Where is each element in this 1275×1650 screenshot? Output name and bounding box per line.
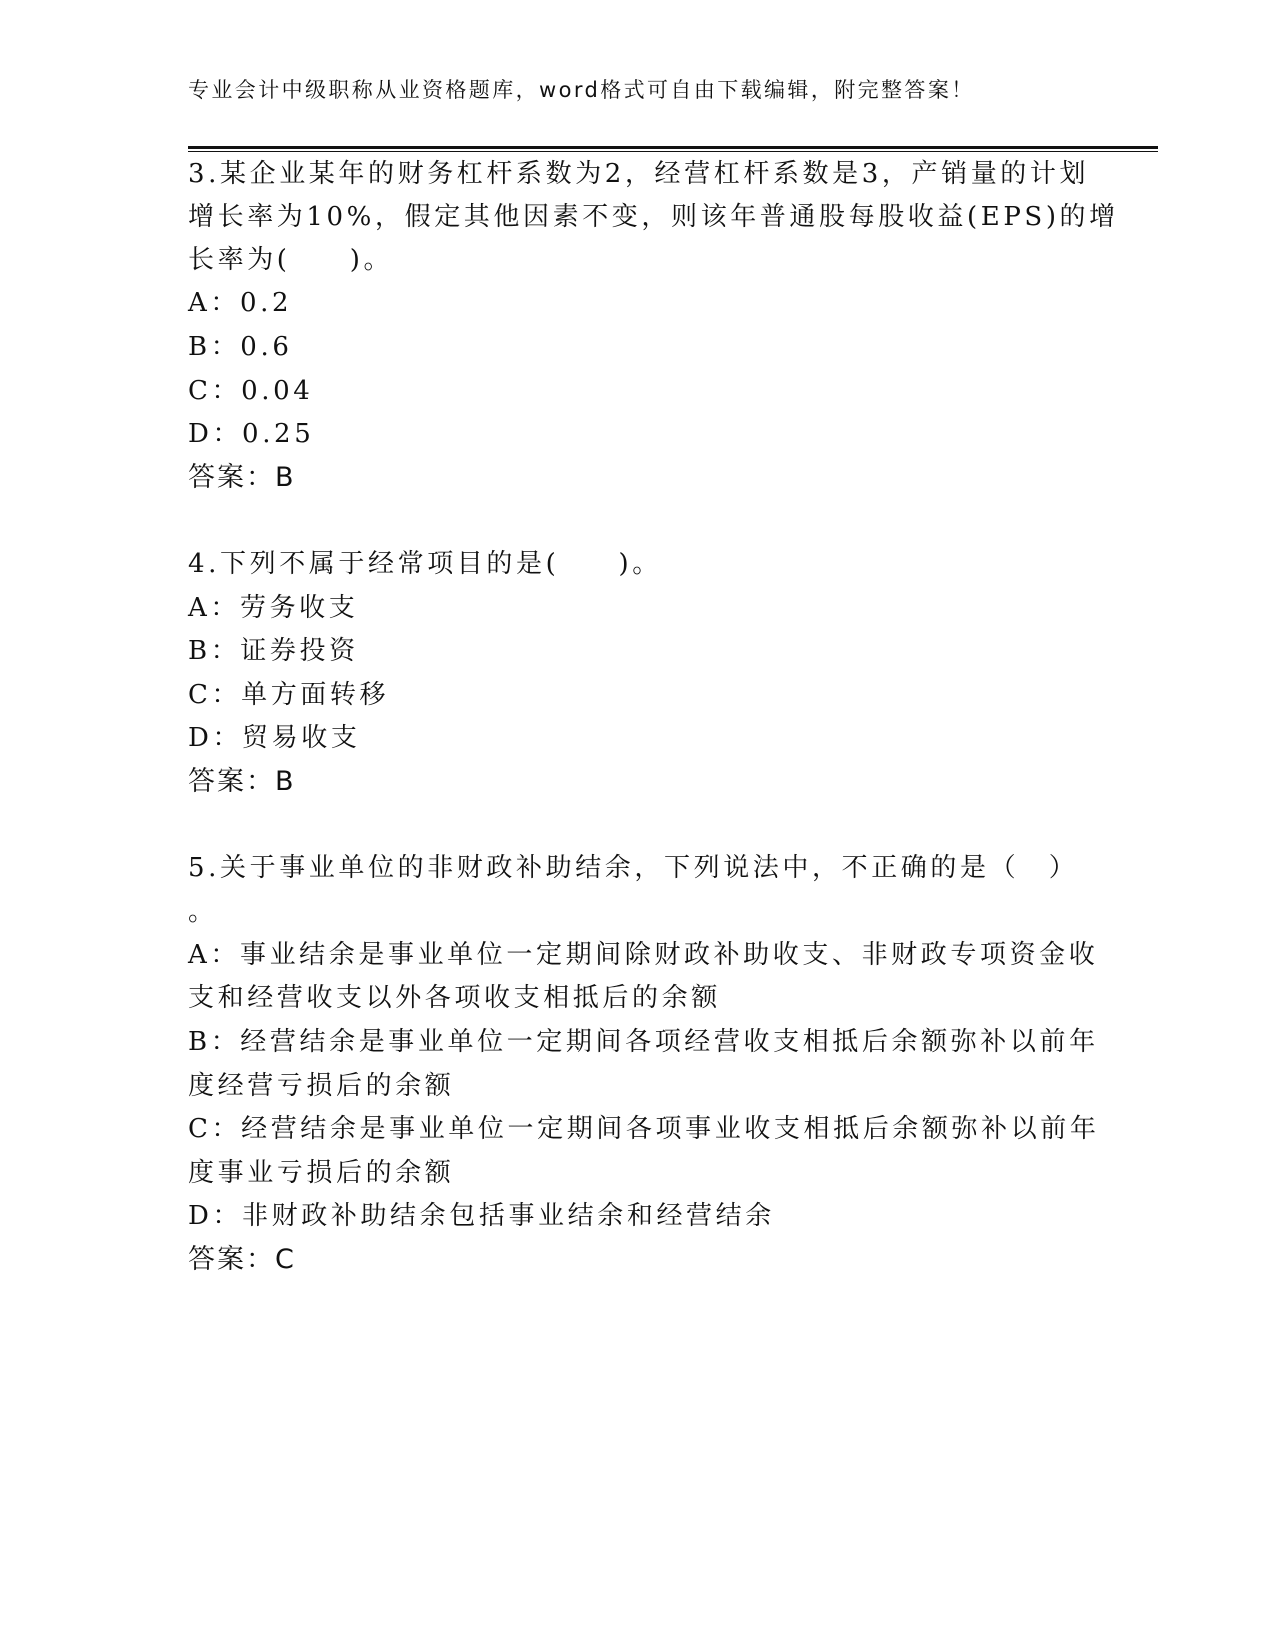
question-5-line-1: 5.关于事业单位的非财政补助结余，下列说法中，不正确的是（ ） [188, 853, 1079, 883]
question-4-line-1: 4.下列不属于经常项目的是( )。 [188, 549, 662, 579]
question-5-option-a-line-2: 支和经营收支以外各项收支相抵后的余额 [188, 983, 721, 1013]
question-5-option-b-line-2: 度经营亏损后的余额 [188, 1071, 455, 1101]
header-rule-thin [188, 151, 1158, 152]
question-3-line-1: 3.某企业某年的财务杠杆系数为2，经营杠杆系数是3，产销量的计划 [188, 159, 1090, 189]
question-5-option-c-line-1: C：经营结余是事业单位一定期间各项事业收支相抵后余额弥补以前年 [188, 1114, 1100, 1144]
question-5-line-2: 。 [188, 897, 218, 927]
question-5-option-d: D：非财政补助结余包括事业结余和经营结余 [188, 1201, 775, 1231]
header-rule-thick [188, 146, 1158, 149]
question-4-option-b: B：证券投资 [188, 636, 359, 666]
question-5-answer: 答案：C [188, 1244, 296, 1275]
question-3-line-2: 增长率为10%，假定其他因素不变，则该年普通股每股收益(EPS)的增 [188, 202, 1119, 232]
question-5-option-a-line-1: A：事业结余是事业单位一定期间除财政补助收支、非财政专项资金收 [188, 940, 1099, 970]
page-header: 专业会计中级职称从业资格题库，word格式可自由下载编辑，附完整答案！ [188, 78, 975, 102]
question-5-option-c-line-2: 度事业亏损后的余额 [188, 1158, 455, 1188]
question-4-option-a: A：劳务收支 [188, 593, 359, 623]
question-3-line-3: 长率为( )。 [188, 245, 394, 275]
question-4-option-c: C：单方面转移 [188, 680, 390, 710]
question-3-option-c: C：0.04 [188, 376, 314, 406]
question-5-option-b-line-1: B：经营结余是事业单位一定期间各项经营收支相抵后余额弥补以前年 [188, 1027, 1099, 1057]
question-3-option-b: B：0.6 [188, 332, 293, 362]
question-4-option-d: D：贸易收支 [188, 723, 361, 753]
question-3-option-d: D：0.25 [188, 419, 315, 449]
question-4-answer: 答案：B [188, 766, 296, 797]
question-3-option-a: A：0.2 [188, 288, 293, 318]
question-3-answer: 答案：B [188, 462, 296, 493]
